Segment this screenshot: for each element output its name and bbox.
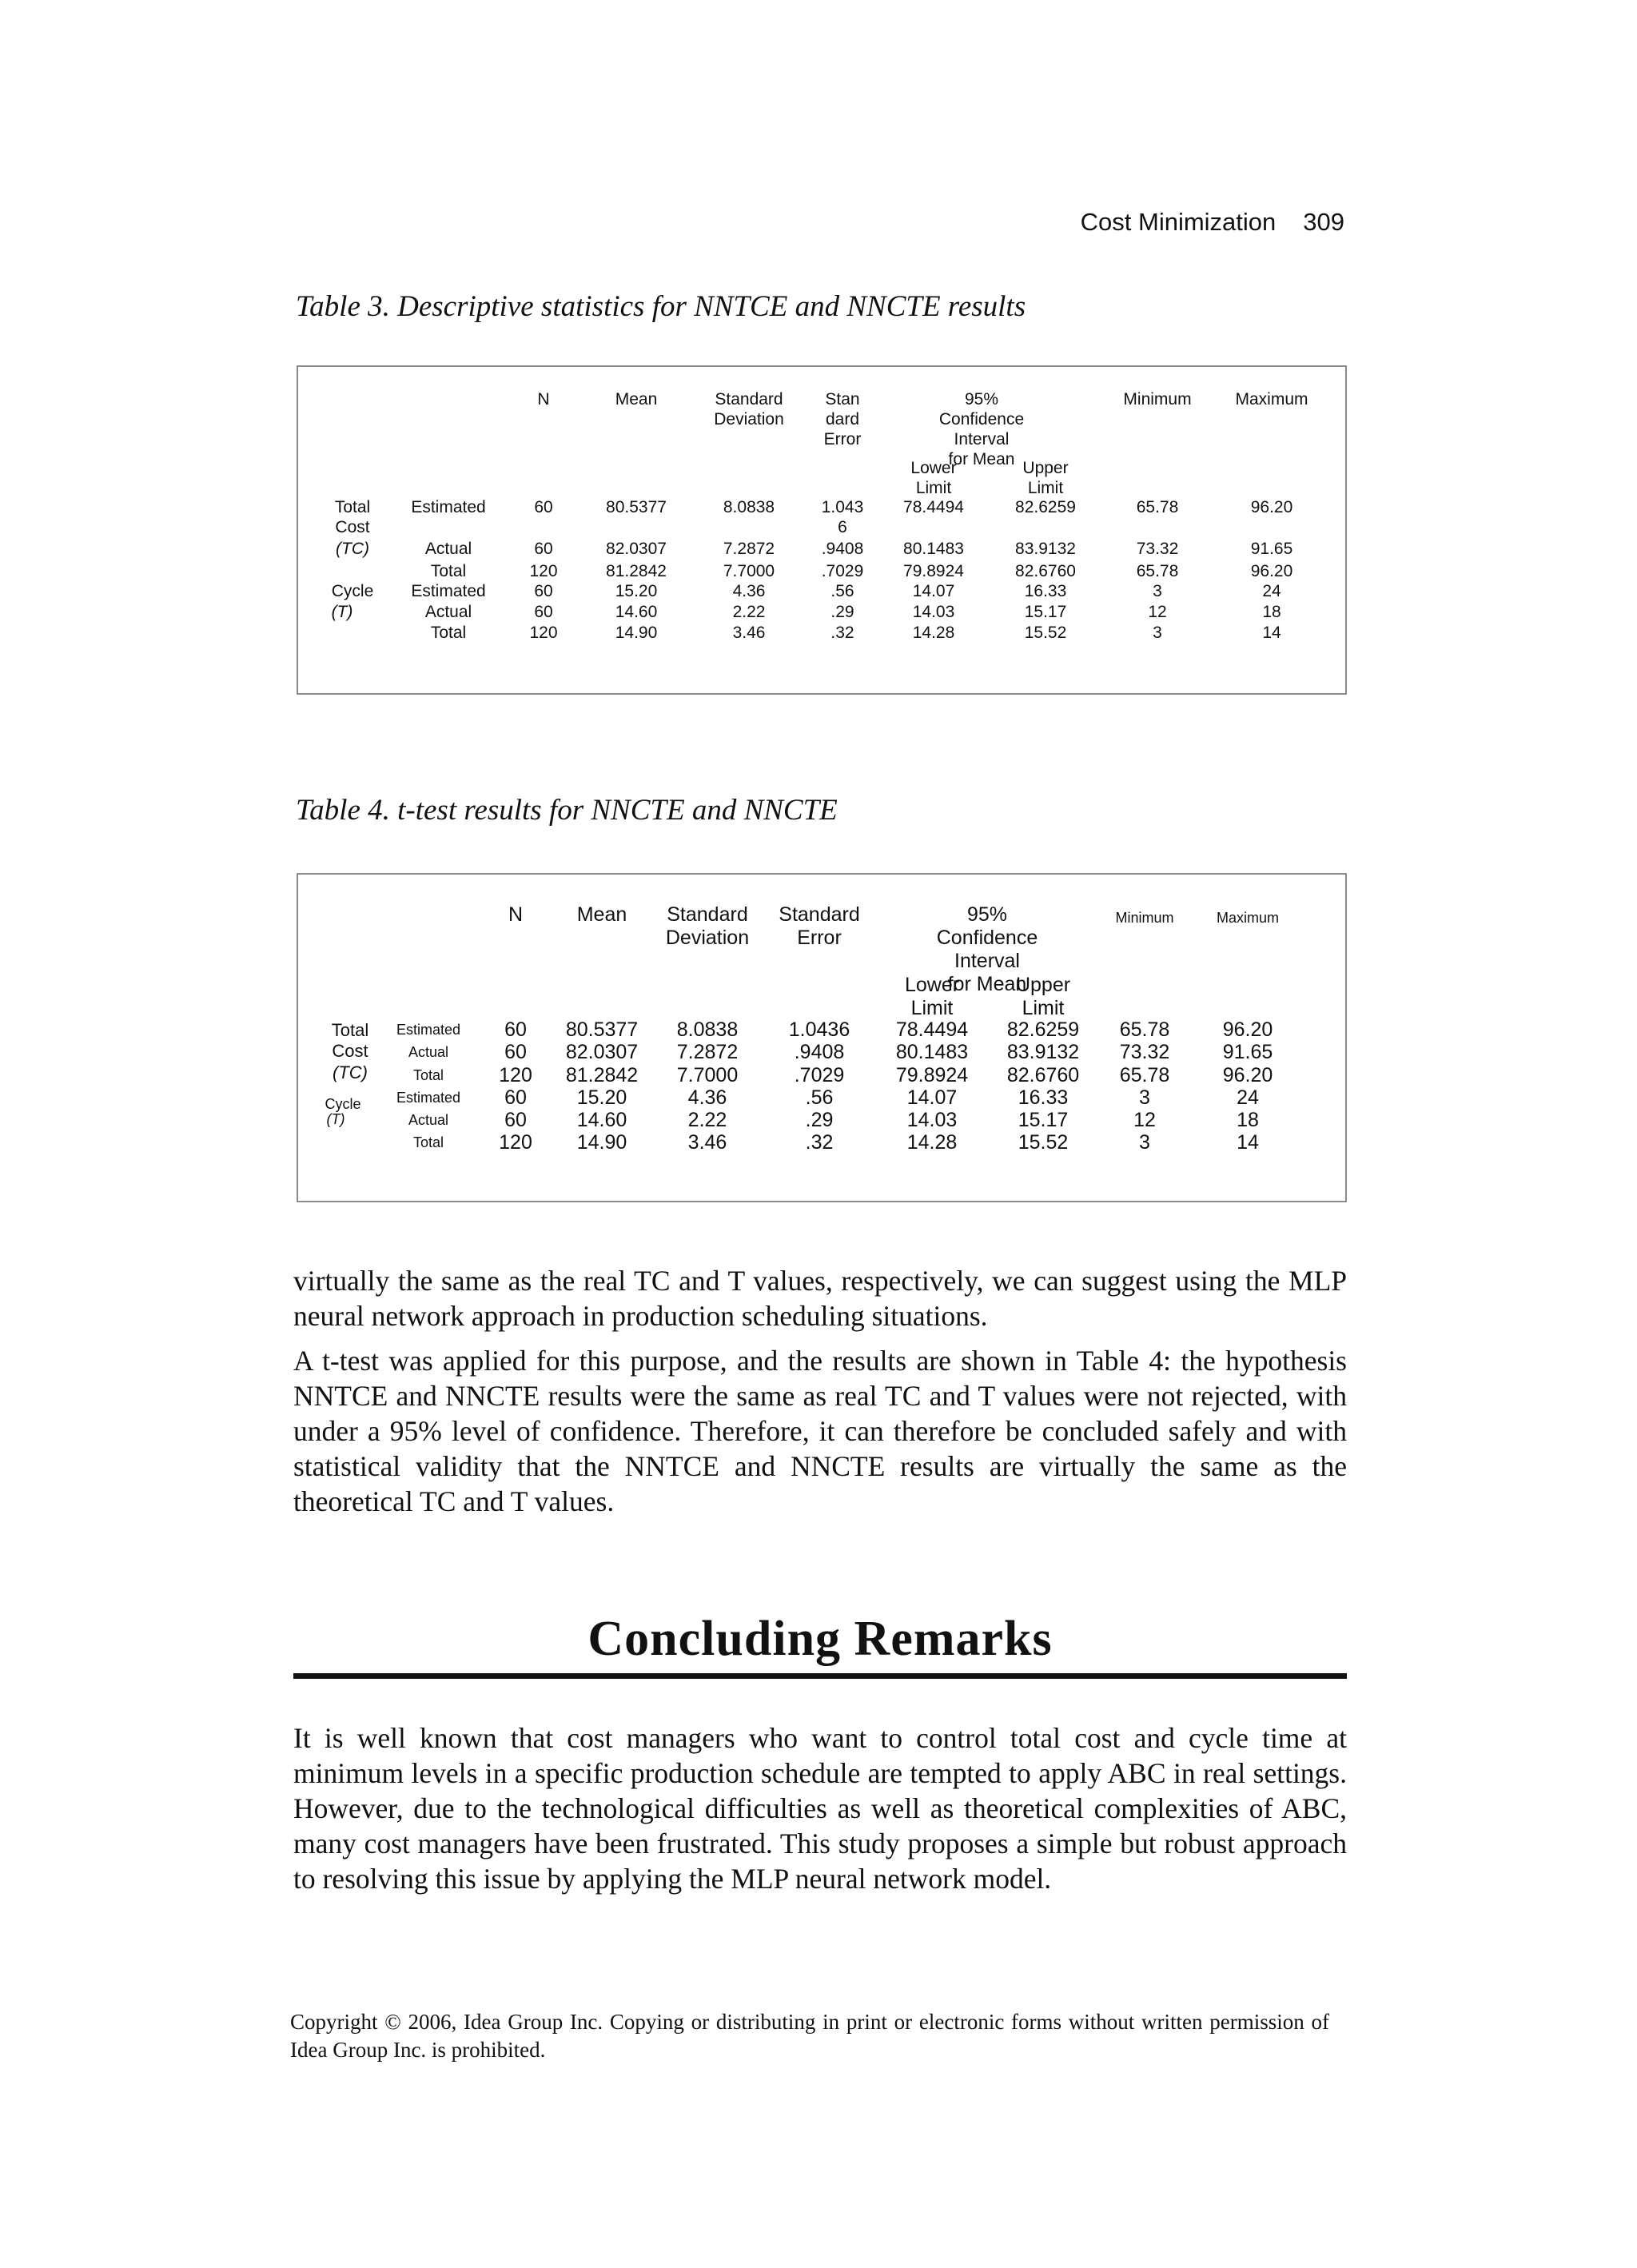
t3-header-lower: Lower Limit <box>910 459 957 497</box>
t4-cell: 80.5377 <box>565 1018 639 1041</box>
t3-cell: .9408 <box>821 540 864 558</box>
t4-cell: 14.60 <box>576 1109 627 1131</box>
t4-cell: 4.36 <box>687 1086 727 1109</box>
t4-cell: 1.0436 <box>788 1018 850 1041</box>
t4-cell: 24 <box>1237 1086 1259 1109</box>
t3-cell: 82.6259 <box>1015 498 1076 516</box>
t3-header-sd: Standard Deviation <box>714 390 784 428</box>
t4-cell: 60 <box>504 1041 527 1063</box>
t4-cell: 73.32 <box>1119 1041 1170 1063</box>
t4-cell: 82.6760 <box>1006 1064 1080 1086</box>
t3-cell: 15.20 <box>615 582 658 600</box>
t4-cell: 18 <box>1237 1109 1259 1131</box>
t3-cell: 73.32 <box>1136 540 1179 558</box>
t3-cell: 12 <box>1148 603 1167 621</box>
t3-row-label: Estimated <box>411 498 486 516</box>
t4-cell: 14.03 <box>906 1109 958 1131</box>
t3-row-label: Estimated <box>411 582 486 600</box>
t4-cell: 15.20 <box>576 1086 627 1109</box>
table3-box <box>297 365 1347 695</box>
t4-group-tc-1: Total <box>331 1020 369 1040</box>
t3-cell: 2.22 <box>732 603 766 621</box>
paragraph-2: A t-test was applied for this purpose, and the results are shown in Table 4: the hypothesis NNTCE and NNCTE results were the same as real TC and T values were not rejected, with under a 95% level of confidence. Therefore, it can therefore be concluded safely and with statistical validity that the NNTCE and NNCTE results are virtually the same as the theoretical TC and T values. <box>293 1345 1347 1517</box>
t3-cell: 78.4494 <box>903 498 964 516</box>
t4-cell: 60 <box>504 1109 527 1131</box>
t4-group-tc-2: Cost <box>332 1041 368 1061</box>
t4-cell: .29 <box>805 1109 834 1131</box>
t4-row-label: Actual <box>408 1044 449 1060</box>
t3-cell: 80.5377 <box>606 498 667 516</box>
t4-header-mean: Mean <box>576 903 627 926</box>
t3-cell: .32 <box>830 624 854 642</box>
t4-header-max: Maximum <box>1216 910 1280 926</box>
t3-cell: 60 <box>534 498 553 516</box>
t3-cell: 7.2872 <box>723 540 775 558</box>
t4-cell: .32 <box>805 1131 834 1154</box>
t3-cell: 65.78 <box>1136 498 1179 516</box>
t4-group-cy-1: Cycle <box>325 1096 361 1112</box>
t4-cell: 60 <box>504 1086 527 1109</box>
t3-cell: 96.20 <box>1250 562 1293 580</box>
t4-cell: 65.78 <box>1119 1018 1170 1041</box>
t3-cell: 14 <box>1262 624 1281 642</box>
t4-cell: 15.52 <box>1018 1131 1069 1154</box>
page-number: 309 <box>1303 208 1344 236</box>
t3-header-n: N <box>537 390 550 409</box>
t4-cell: 78.4494 <box>895 1018 969 1041</box>
t3-row-label: Actual <box>424 603 472 621</box>
t3-cell: 60 <box>534 540 553 558</box>
t4-cell: 14 <box>1237 1131 1259 1154</box>
t3-cell: 14.90 <box>615 624 658 642</box>
t3-row-label: Total <box>430 562 467 580</box>
t4-cell: 60 <box>504 1018 527 1041</box>
t3-group-tc-2: Cost <box>335 518 370 536</box>
t3-cell: .29 <box>830 603 854 621</box>
t3-cell: 14.28 <box>912 624 955 642</box>
t3-header-upper: Upper Limit <box>1022 459 1069 497</box>
t3-cell: 24 <box>1262 582 1281 600</box>
t4-cell: 120 <box>499 1064 532 1086</box>
t3-cell: 91.65 <box>1250 540 1293 558</box>
copyright-notice: Copyright © 2006, Idea Group Inc. Copying or distributing in print or electronic forms without written permission of Idea Group Inc. is prohibited. <box>290 2010 1329 2062</box>
t4-cell: 14.07 <box>906 1086 958 1109</box>
t4-cell: 96.20 <box>1222 1018 1273 1041</box>
t3-header-max: Maximum <box>1235 390 1308 409</box>
t3-row-label: Actual <box>424 540 472 558</box>
t3-group-cy-2: (T) <box>331 603 353 621</box>
t3-cell: 80.1483 <box>903 540 964 558</box>
t3-cell: 15.52 <box>1024 624 1067 642</box>
running-title: Cost Minimization <box>1080 208 1277 236</box>
t4-cell: 3 <box>1139 1131 1150 1154</box>
t4-cell: .7029 <box>794 1064 845 1086</box>
t3-cell: .56 <box>830 582 854 600</box>
t3-header-min: Minimum <box>1123 390 1192 409</box>
t4-cell: 8.0838 <box>676 1018 739 1041</box>
t4-cell: 14.28 <box>906 1131 958 1154</box>
body-text-3 <box>293 1720 1347 1896</box>
table3-caption: Table 3. Descriptive statistics for NNTCE and NNCTE results <box>296 290 1026 323</box>
t4-row-label: Actual <box>408 1112 449 1128</box>
t4-header-lower: Lower Limit <box>904 974 960 1019</box>
t3-group-cy-1: Cycle <box>331 582 374 600</box>
t3-cell: 82.6760 <box>1015 562 1076 580</box>
t4-cell: 7.7000 <box>676 1064 739 1086</box>
t4-cell: 82.0307 <box>565 1041 639 1063</box>
section-heading: Concluding Remarks <box>587 1612 1053 1666</box>
running-header <box>1081 208 1344 237</box>
t3-cell: 3 <box>1153 624 1162 642</box>
t3-row-label: Total <box>430 624 467 642</box>
t3-group-tc-1: Total <box>334 498 371 516</box>
t4-header-sd: Standard Deviation <box>665 903 750 949</box>
t4-group-cy-2: (T) <box>326 1111 345 1127</box>
t3-cell: 3.46 <box>732 624 766 642</box>
t3-cell: 4.36 <box>732 582 766 600</box>
t4-row-label: Total <box>412 1067 444 1083</box>
t4-cell: 3.46 <box>687 1131 727 1154</box>
table4-box <box>297 873 1347 1202</box>
t4-cell: 14.90 <box>576 1131 627 1154</box>
t3-cell: 60 <box>534 582 553 600</box>
t3-cell: 14.03 <box>912 603 955 621</box>
t4-header-se: Standard Error <box>779 903 860 949</box>
paragraph-1: virtually the same as the real TC and T values, respectively, we can suggest using the MLP neural network approach in production scheduling situations. <box>293 1265 1347 1332</box>
t4-header-ci: 95% Confidence Interval for Mean <box>936 903 1038 995</box>
t4-cell: 120 <box>499 1131 532 1154</box>
t3-cell: 14.60 <box>615 603 658 621</box>
t3-cell: 82.0307 <box>606 540 667 558</box>
t3-cell: 7.7000 <box>723 562 775 580</box>
t4-cell: .9408 <box>794 1041 845 1063</box>
t4-cell: 3 <box>1139 1086 1150 1109</box>
t3-header-se: Stan dard Error <box>823 390 862 448</box>
body-text-2 <box>293 1343 1347 1519</box>
t4-header-upper: Upper Limit <box>1015 974 1071 1019</box>
t3-header-ci: 95% Confidence Interval for Mean <box>938 390 1025 468</box>
t3-group-tc-3: (TC) <box>336 540 369 558</box>
t4-cell: 16.33 <box>1018 1086 1069 1109</box>
t4-cell: 96.20 <box>1222 1064 1273 1086</box>
t3-cell: 65.78 <box>1136 562 1179 580</box>
t3-cell: 120 <box>529 562 558 580</box>
t4-cell: 2.22 <box>687 1109 727 1131</box>
t4-cell: 80.1483 <box>895 1041 969 1063</box>
t4-cell: 79.8924 <box>895 1064 969 1086</box>
t3-cell: 16.33 <box>1024 582 1067 600</box>
t3-cell: 14.07 <box>912 582 955 600</box>
t3-cell: 79.8924 <box>903 562 964 580</box>
t4-cell: 65.78 <box>1119 1064 1170 1086</box>
t4-cell: 82.6259 <box>1006 1018 1080 1041</box>
t4-row-label: Estimated <box>396 1090 461 1106</box>
t3-cell: 83.9132 <box>1015 540 1076 558</box>
paragraph-3: It is well known that cost managers who want to control total cost and cycle time at minimum levels in a specific production schedule are tempted to apply ABC in real settings. However, due to the technological difficulties as well as theoretical complexities of ABC, many cost managers have been frustrated. This study proposes a simple but robust approach to resolving this issue by applying the MLP neural network model. <box>293 1722 1347 1895</box>
t3-cell: 96.20 <box>1250 498 1293 516</box>
t3-cell: 3 <box>1153 582 1162 600</box>
t4-cell: 83.9132 <box>1006 1041 1080 1063</box>
t3-cell: 120 <box>529 624 558 642</box>
t3-cell: 60 <box>534 603 553 621</box>
t3-cell: 18 <box>1262 603 1281 621</box>
t3-header-mean: Mean <box>615 390 658 409</box>
t3-cell: 81.2842 <box>606 562 667 580</box>
t3-cell: .7029 <box>821 562 864 580</box>
t4-cell: 7.2872 <box>676 1041 739 1063</box>
t3-cell: 1.043 6 <box>821 498 864 536</box>
body-text-1 <box>293 1263 1347 1333</box>
t4-group-tc-3: (TC) <box>333 1062 368 1082</box>
t4-header-min: Minimum <box>1115 910 1174 926</box>
t4-cell: 91.65 <box>1222 1041 1273 1063</box>
heading-rule <box>293 1673 1347 1679</box>
t4-cell: 12 <box>1133 1109 1156 1131</box>
t4-cell: 15.17 <box>1018 1109 1069 1131</box>
t4-cell: .56 <box>805 1086 834 1109</box>
t4-row-label: Total <box>412 1134 444 1150</box>
t4-row-label: Estimated <box>396 1022 461 1038</box>
t3-cell: 8.0838 <box>723 498 775 516</box>
table4-caption: Table 4. t-test results for NNCTE and NNCTE <box>296 794 838 827</box>
t3-cell: 15.17 <box>1024 603 1067 621</box>
t4-cell: 81.2842 <box>565 1064 639 1086</box>
t4-header-n: N <box>508 903 524 926</box>
